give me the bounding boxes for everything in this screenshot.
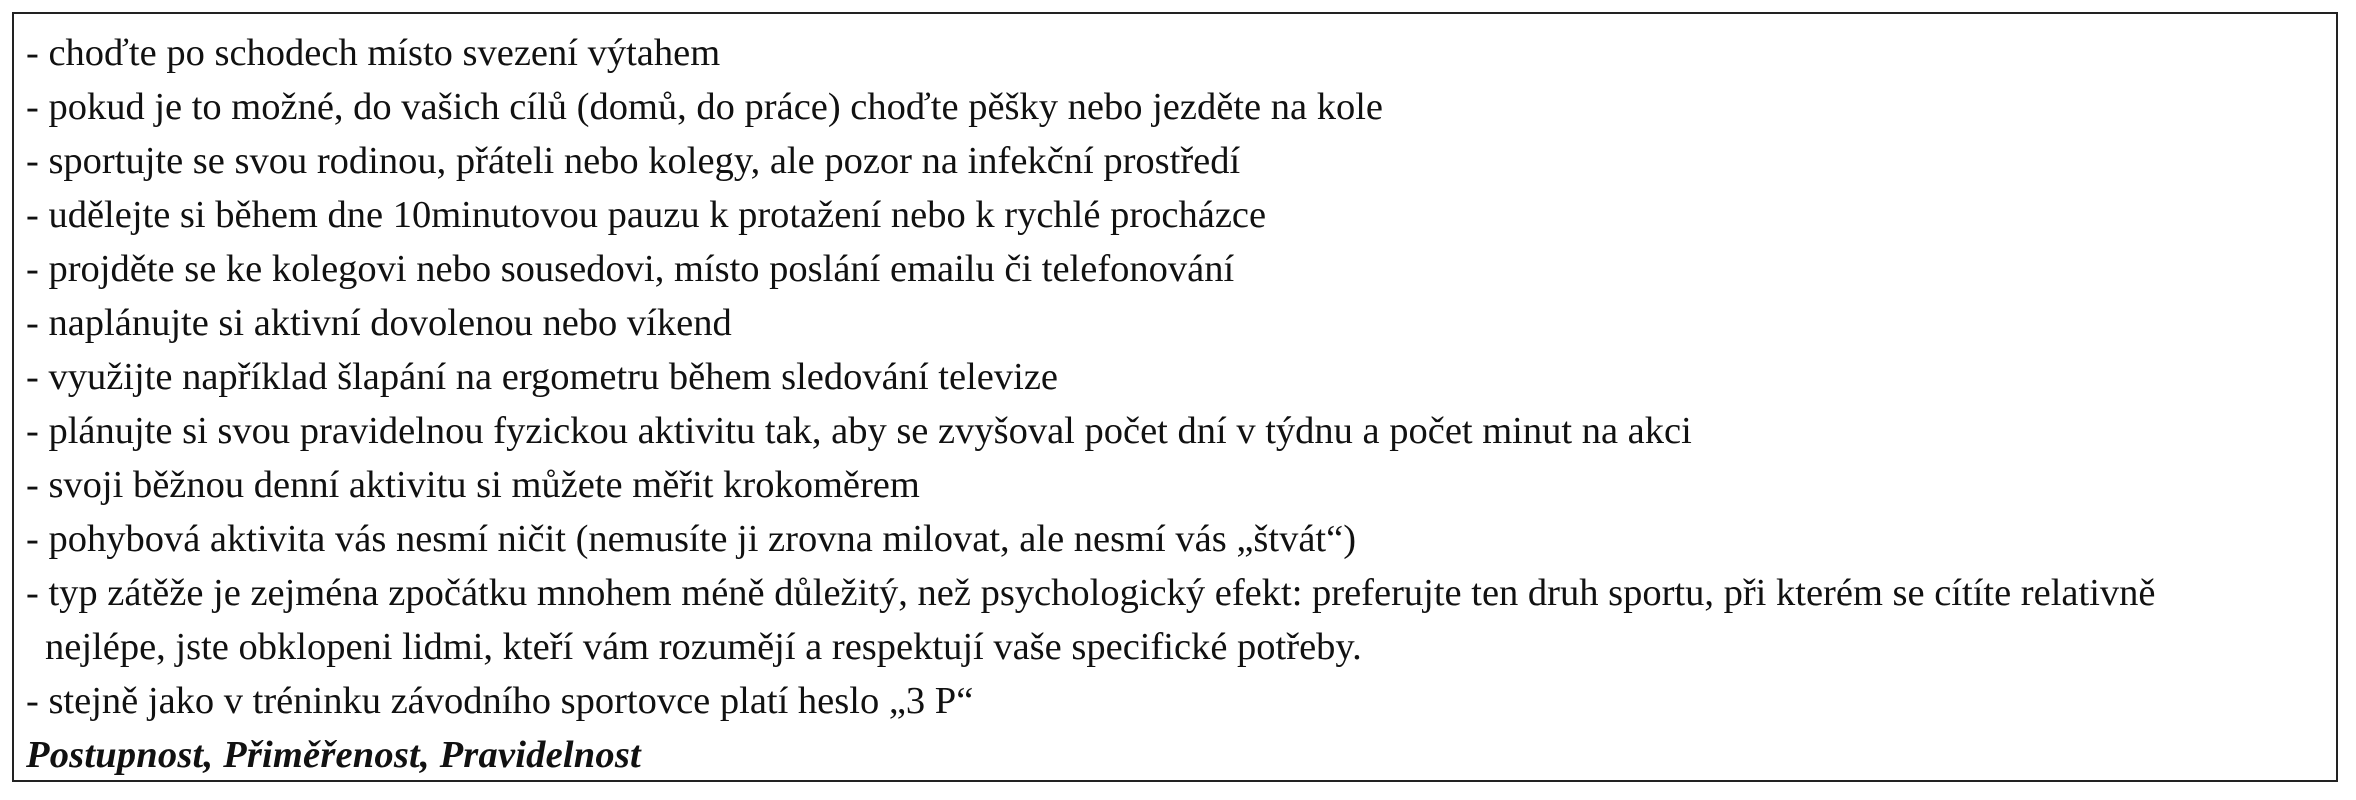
list-item: - pohybová aktivita vás nesmí ničit (nemusíte ji zrovna milovat, ale nesmí vás „štvát“)	[26, 518, 1357, 560]
list-item: - projděte se ke kolegovi nebo sousedovi, místo poslání emailu či telefonování	[26, 248, 1235, 290]
list-item: - sportujte se svou rodinou, přáteli nebo kolegy, ale pozor na infekční prostředí	[26, 140, 1241, 182]
list-item: - stejně jako v tréninku závodního sportovce platí heslo „3 P“	[26, 680, 974, 722]
recommendations-box	[12, 12, 2338, 782]
list-item-continuation: nejlépe, jste obklopeni lidmi, kteří vám rozumějí a respektují vaše specifické potřeby.	[45, 626, 1362, 668]
list-item: - pokud je to možné, do vašich cílů (domů, do práce) choďte pěšky nebo jezděte na kole	[26, 86, 1383, 128]
motto: Postupnost, Přiměřenost, Pravidelnost	[26, 734, 641, 776]
list-item: - využijte například šlapání na ergometru během sledování televize	[26, 356, 1058, 398]
list-item: - svoji běžnou denní aktivitu si můžete měřit krokoměrem	[26, 464, 920, 506]
list-item: - typ zátěže je zejména zpočátku mnohem méně důležitý, než psychologický efekt: preferujte ten druh sportu, při kterém se cítíte relativně	[26, 572, 2156, 614]
list-item: - naplánujte si aktivní dovolenou nebo víkend	[26, 302, 732, 344]
list-item: - plánujte si svou pravidelnou fyzickou aktivitu tak, aby se zvyšoval počet dní v týdnu a počet minut na akci	[26, 410, 1692, 452]
list-item: - choďte po schodech místo svezení výtahem	[26, 32, 721, 74]
list-item: - udělejte si během dne 10minutovou pauzu k protažení nebo k rychlé procházce	[26, 194, 1267, 236]
